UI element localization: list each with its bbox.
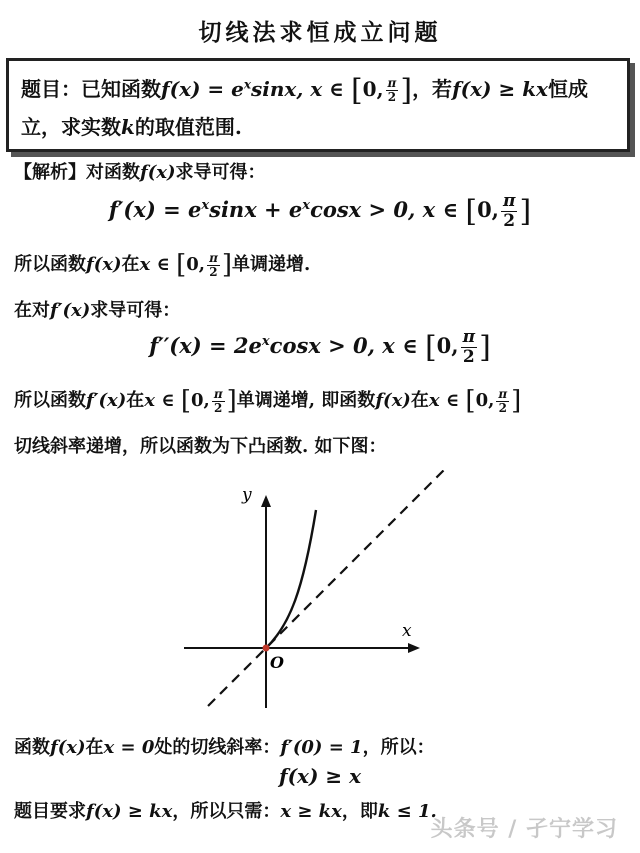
pi-over-2: $\frac{\pi}{2}$ bbox=[387, 76, 397, 104]
analysis-heading: 【解析】对函数f(x)求导可得： bbox=[14, 162, 266, 183]
problem-line-2: 立，求实数k的取值范围. bbox=[21, 115, 242, 139]
second-derivative: $f''(x) = 2e^x\cos x > 0$, x ∈ [0, $\frac{\pi}{2}$ ] bbox=[149, 327, 491, 367]
y-axis-label: y bbox=[242, 485, 252, 505]
analysis-line-slope: 函数f(x)在x = 0处的切线斜率：f′(0) = 1，所以： bbox=[14, 737, 435, 758]
function-curve bbox=[266, 510, 316, 648]
first-derivative: $f'(x) = e^x\sin x + e^x\cos x > 0$, x ∈ [0, $\frac{\pi}{2}$ ] bbox=[108, 191, 532, 231]
condition: f(x) ≥ kx bbox=[452, 77, 548, 101]
problem-line-1: 题目：已知函数$f(x) = e^x\sin x$, x ∈ [0, $\frac{\pi}{2}$ ]，若f(x) ≥ kx恒成 bbox=[21, 73, 588, 108]
analysis-conclusion: 题目要求f(x) ≥ kx，所以只需：x ≥ kx，即k ≤ 1. bbox=[14, 801, 437, 822]
analysis-line-monotone: 所以函数f(x)在x ∈ [0, $\frac{\pi}{2}$ ]单调递增. bbox=[14, 250, 311, 280]
function-def: $f(x) = e^x\sin x$, x ∈ bbox=[161, 77, 351, 101]
convex-function-graph bbox=[170, 470, 460, 710]
analysis-line-convex-a: 所以函数f′(x)在x ∈ [0, $\frac{\pi}{2}$ ]单调递增, 即函数f(x)在x ∈ [0, $\frac{\pi}{2}$ ] bbox=[14, 386, 522, 416]
x-axis-arrow-icon bbox=[408, 643, 420, 653]
tangent-line bbox=[196, 470, 460, 710]
problem-label: 题目： bbox=[21, 77, 81, 101]
inequality: f(x) ≥ x bbox=[278, 764, 362, 788]
watermark: 头条号 / 孑宁学习 bbox=[430, 817, 618, 842]
origin-point bbox=[263, 645, 270, 652]
analysis-line-convex-b: 切线斜率递增，所以函数为下凸函数. 如下图： bbox=[14, 436, 387, 457]
analysis-line-second: 在对f′(x)求导可得： bbox=[14, 300, 181, 321]
x-axis-label: x bbox=[402, 621, 412, 641]
origin-label: O bbox=[270, 653, 284, 672]
page-title: 切线法求恒成立问题 bbox=[198, 19, 442, 46]
y-axis-arrow-icon bbox=[261, 495, 271, 507]
problem-text: 已知函数 bbox=[81, 77, 161, 101]
problem-box bbox=[6, 58, 630, 152]
